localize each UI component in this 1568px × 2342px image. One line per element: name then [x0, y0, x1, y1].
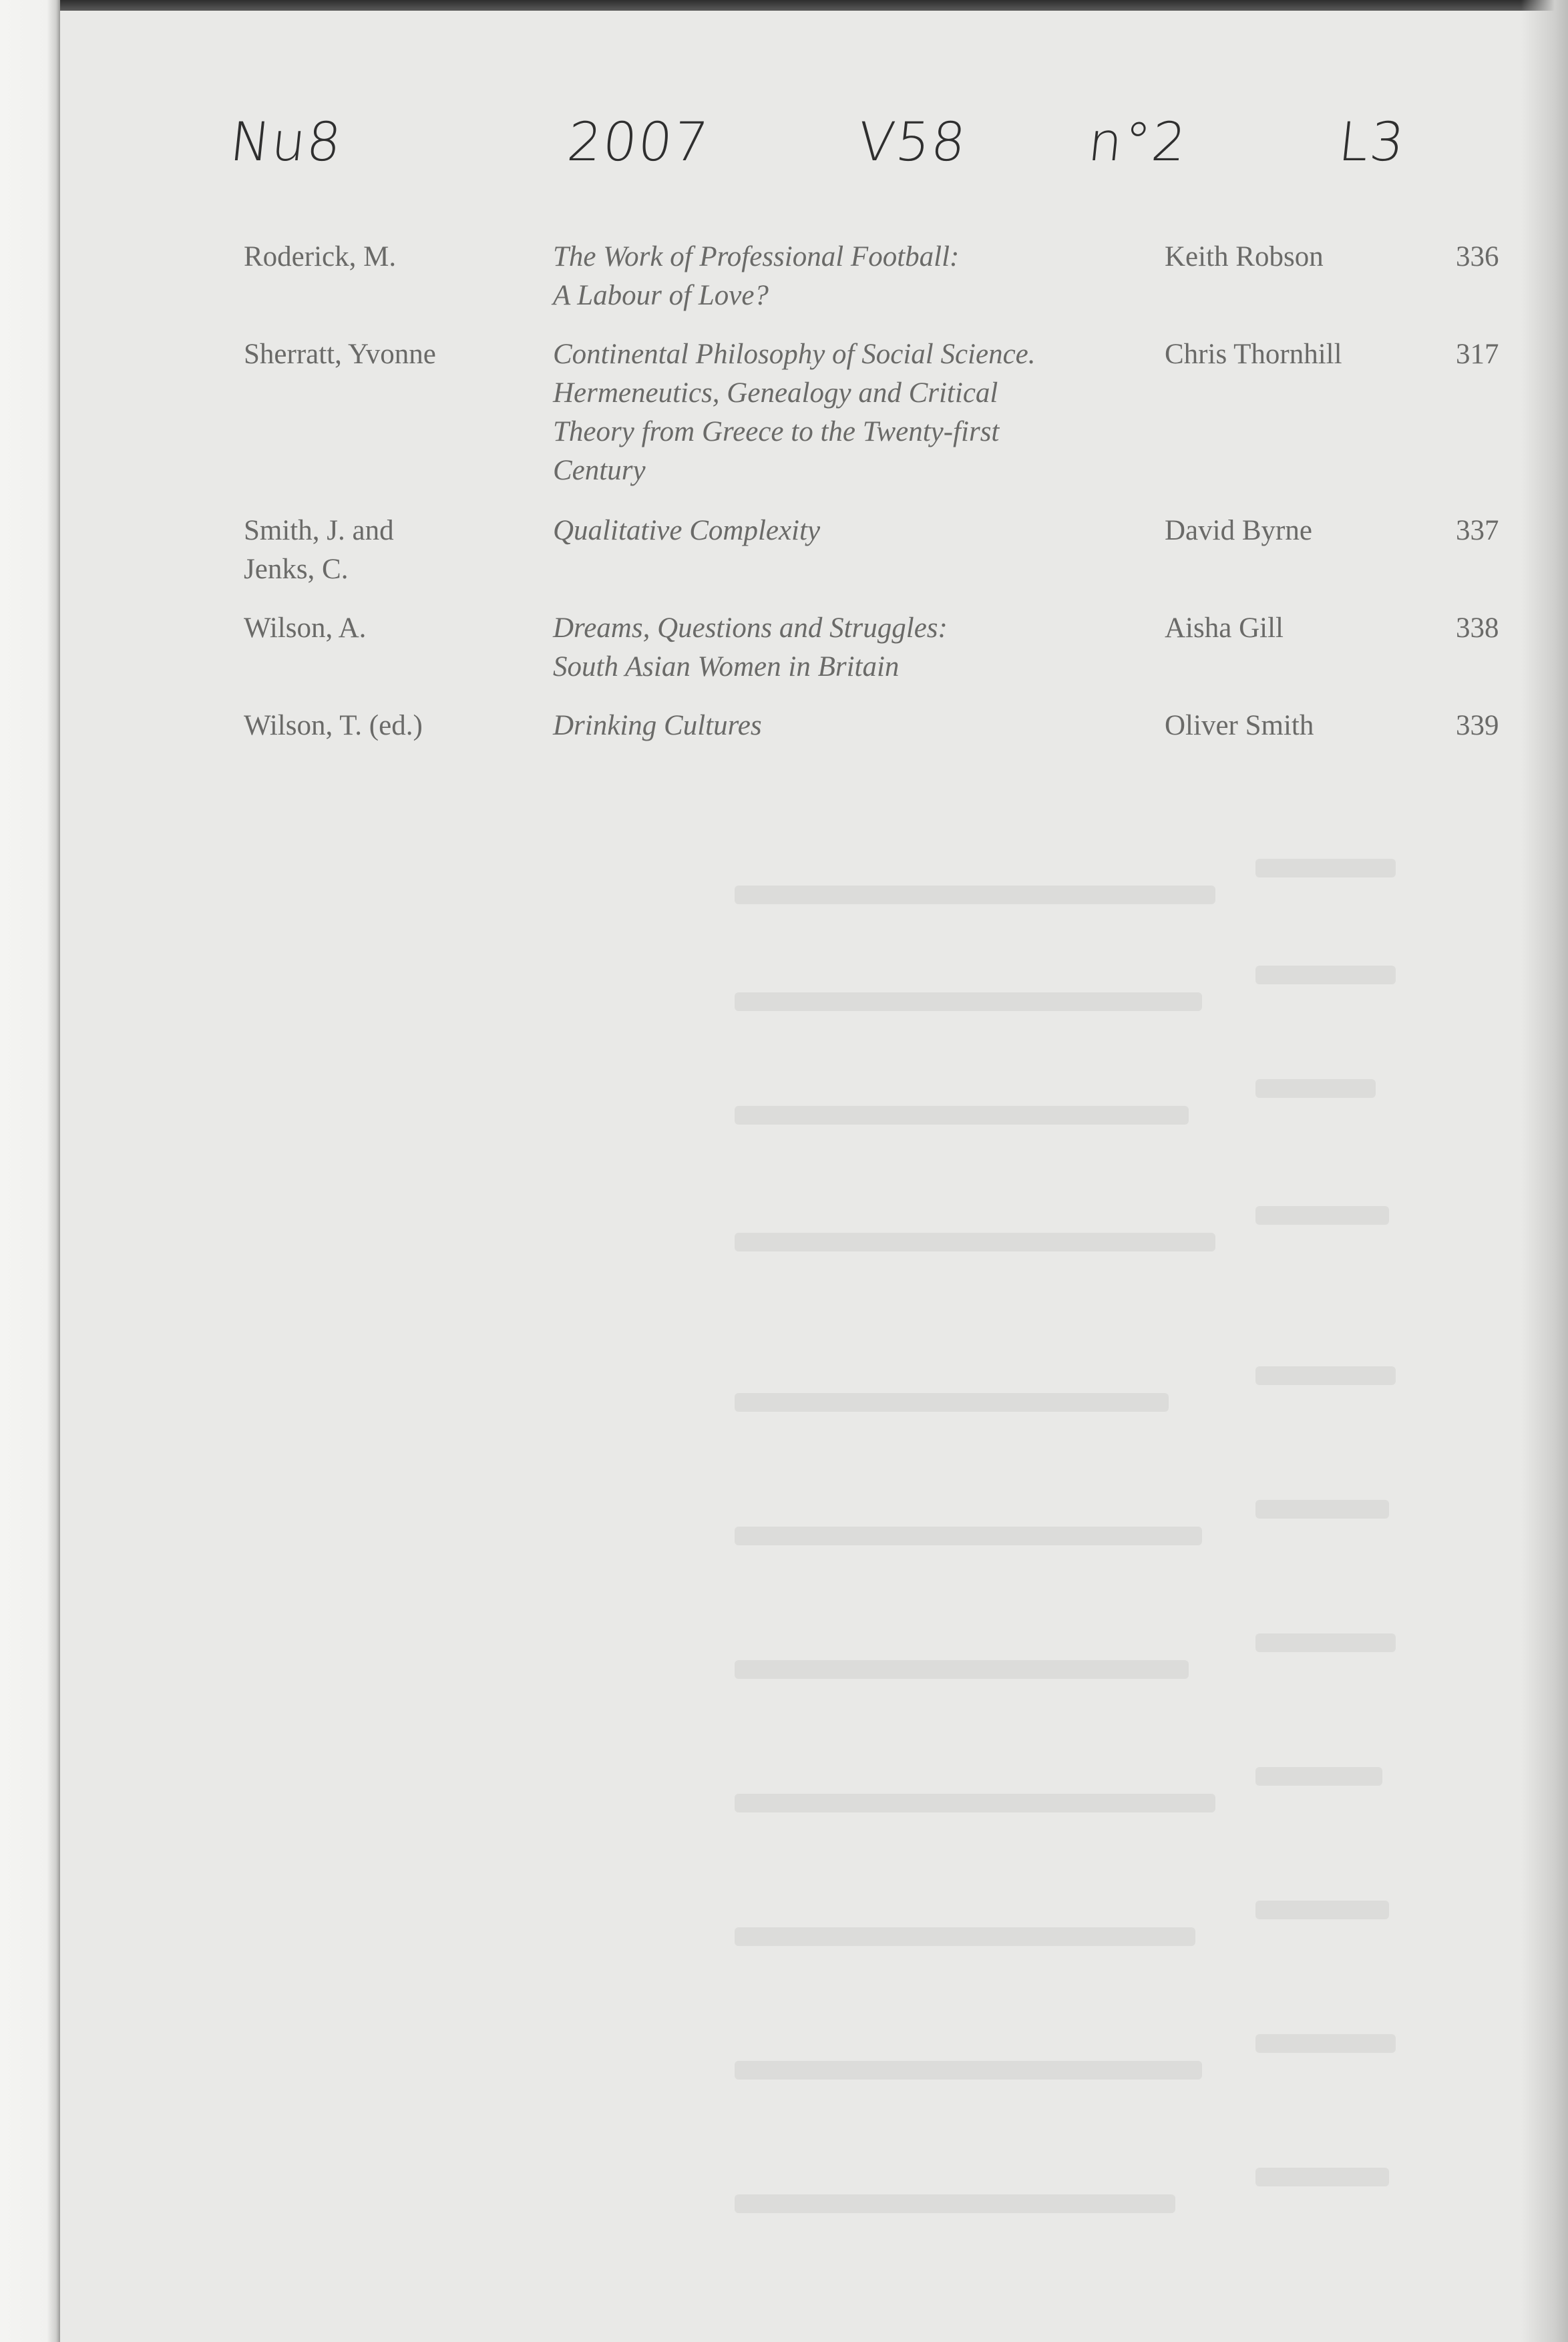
- book-title: [553, 609, 1221, 687]
- page-number: 337: [1456, 515, 1499, 546]
- book-title-line: The Work of Professional Football:: [553, 241, 960, 272]
- reverse-side-bleed-through: [60, 859, 1521, 2342]
- book-title-line: A Labour of Love?: [553, 280, 769, 311]
- reviewer-name: Oliver Smith: [1165, 710, 1314, 741]
- page-number: 317: [1456, 339, 1499, 370]
- shelf-mark-volume: V58: [855, 111, 970, 173]
- reviewer-name: Chris Thornhill: [1165, 339, 1342, 370]
- reviewer-name: Keith Robson: [1165, 241, 1324, 272]
- author-name-line: Jenks, C.: [244, 554, 349, 585]
- shelf-mark-issue: n°2: [1085, 111, 1191, 173]
- shelf-mark-year: 2007: [564, 111, 713, 173]
- author-name-line: Smith, J. and: [244, 515, 394, 546]
- reviewer-name: David Byrne: [1165, 515, 1312, 546]
- book-title: [553, 335, 1221, 490]
- author-name: [244, 512, 538, 589]
- book-title: [553, 238, 1221, 315]
- book-title-line: Qualitative Complexity: [553, 515, 821, 546]
- book-title: [553, 707, 1221, 745]
- author-name: Sherratt, Yvonne: [244, 339, 436, 370]
- page-number: 339: [1456, 710, 1499, 741]
- book-title-line: Hermeneutics, Genealogy and Critical: [553, 377, 998, 409]
- author-name: Wilson, T. (ed.): [244, 710, 423, 741]
- document-page: [60, 11, 1521, 2342]
- author-name: Roderick, M.: [244, 241, 397, 272]
- book-title-line: Century: [553, 455, 646, 486]
- book-title-line: South Asian Women in Britain: [553, 651, 900, 682]
- scan-top-edge: [0, 0, 1568, 11]
- shelf-mark-code: L3: [1336, 111, 1409, 173]
- book-title-line: Dreams, Questions and Struggles:: [553, 612, 948, 644]
- book-title: [553, 512, 1221, 550]
- book-title-line: Theory from Greece to the Twenty-first: [553, 416, 1000, 447]
- reviewer-name: Aisha Gill: [1165, 612, 1284, 644]
- page-right-shadow: [1521, 0, 1568, 2342]
- book-title-line: Drinking Cultures: [553, 710, 762, 741]
- page-number: 336: [1456, 241, 1499, 272]
- book-title-line: Continental Philosophy of Social Science.: [553, 339, 1036, 370]
- page-number: 338: [1456, 612, 1499, 644]
- shelf-mark-part-1: Nu8: [227, 111, 346, 173]
- page-spine-shadow: [0, 0, 60, 2342]
- handwritten-shelf-mark: [60, 111, 1521, 191]
- author-name: Wilson, A.: [244, 612, 367, 644]
